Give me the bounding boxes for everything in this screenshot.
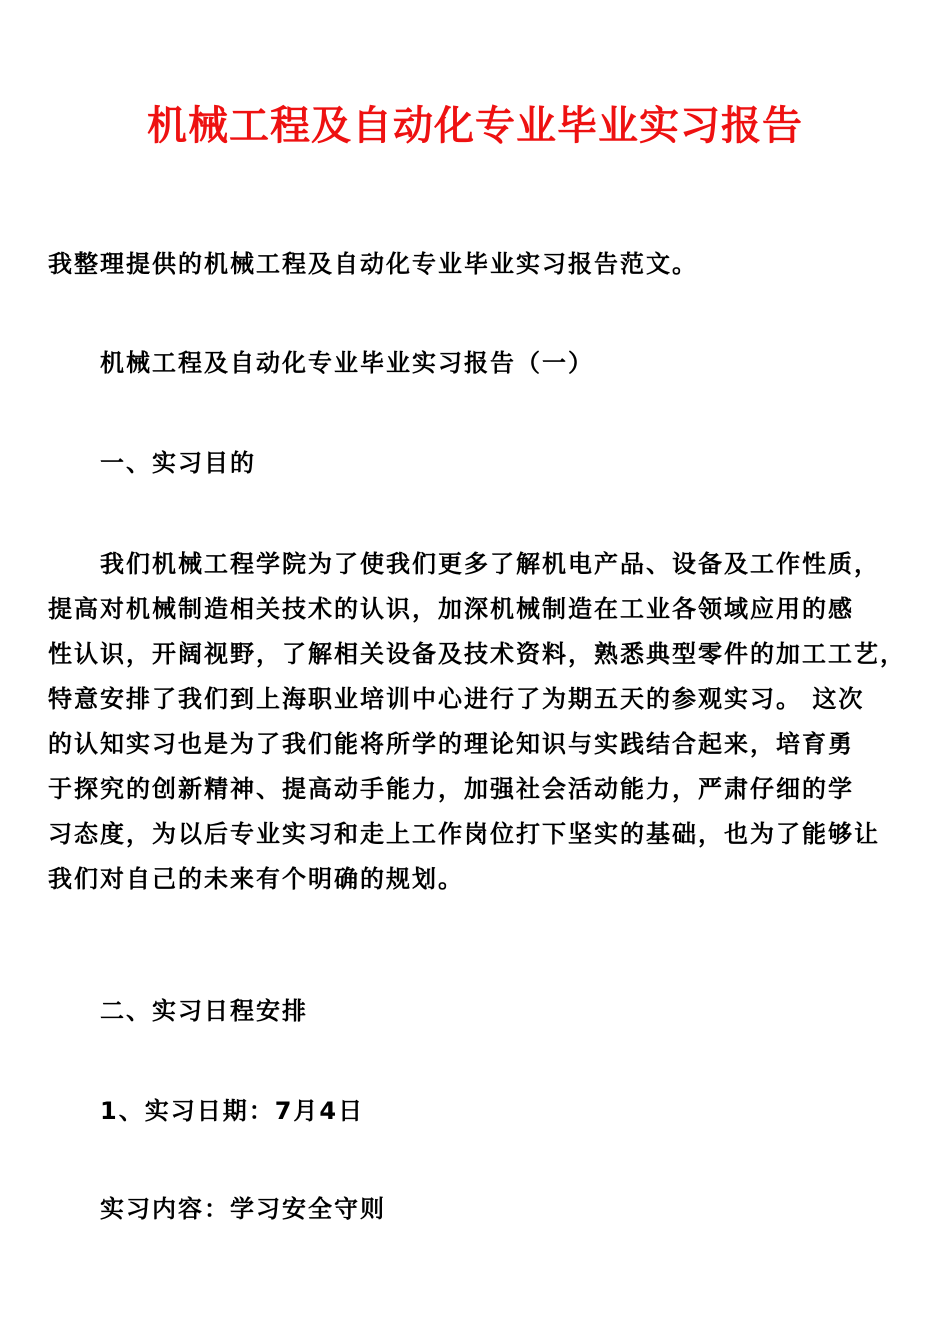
schedule-item-date: 1、实习日期：7月4日 (100, 1097, 365, 1125)
schedule-item-content: 实习内容：学习安全守则 (100, 1195, 386, 1223)
paragraph-line: 的认知实习也是为了我们能将所学的理论知识与实践结合起来，培育勇 (48, 730, 854, 758)
section-heading-schedule: 二、实习日程安排 (100, 997, 308, 1025)
paragraph-line: 我们对自己的未来有个明确的规划。 (48, 865, 464, 893)
section-heading-purpose: 一、实习目的 (100, 449, 256, 477)
purpose-paragraph (48, 542, 908, 902)
intro-text: 我整理提供的机械工程及自动化专业毕业实习报告范文。 (48, 250, 698, 278)
paragraph-line: 于探究的创新精神、提高动手能力，加强社会活动能力，严肃仔细的学 (48, 775, 854, 803)
paragraph-line: 习态度，为以后专业实习和走上工作岗位打下坚实的基础，也为了能够让 (48, 820, 880, 848)
paragraph-line: 提高对机械制造相关技术的认识，加深机械制造在工业各领域应用的感 (48, 595, 854, 623)
paragraph-line: 我们机械工程学院为了使我们更多了解机电产品、设备及工作性质， (100, 550, 880, 578)
paragraph-line: 性认识，开阔视野，了解相关设备及技术资料，熟悉典型零件的加工工艺， (48, 640, 906, 668)
paragraph-line: 特意安排了我们到上海职业培训中心进行了为期五天的参观实习。 这次 (48, 685, 865, 713)
report-subtitle: 机械工程及自动化专业毕业实习报告（一） (100, 349, 594, 377)
document-title: 机械工程及自动化专业毕业实习报告 (147, 102, 803, 149)
